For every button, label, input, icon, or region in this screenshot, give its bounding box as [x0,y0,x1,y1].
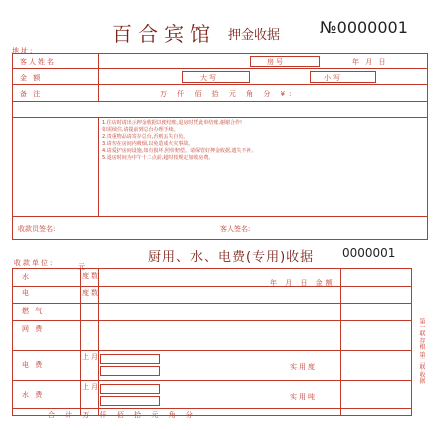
row-divider [12,286,412,287]
copy-note: 第一联 存根 第二联 收据 [418,318,425,384]
utility-total-line: 合 计 万 仟 佰 拾 元 角 分 [48,411,197,419]
room-number-label: 房号 [267,58,285,66]
utility-row-sub: 上月 [82,353,100,361]
cashier-signature-label: 收款员签名: [18,225,56,233]
col-divider [98,53,99,84]
receipt-title: 百合宾馆 [112,22,216,46]
row-divider [12,117,428,118]
payee-label: 收款单位: [14,259,55,267]
utility-row-sub: 度数 [82,289,100,297]
amount-uppercase-label: 大写 [200,74,218,82]
utility-table [12,268,412,416]
remark-label: 备 注 [20,90,43,98]
row-divider [12,68,428,69]
guest-signature-label: 客人签名: [220,225,251,233]
utility-row-label: 燃 气 [22,307,45,315]
utility-row-label: 水 [22,273,31,281]
utility-row-sub: 上月 [82,383,100,391]
receipt-serial-number: №0000001 [320,18,408,37]
amount-lowercase-field [310,71,376,83]
address-label: 地址: [12,47,35,55]
date-label: 年 月 日 [352,58,388,66]
note-line: 5.退房时间为中午十二点前,超时按规定加收房费。 [102,155,214,161]
utility-receipt-serial: 0000001 [342,246,396,260]
receipt-subtitle: 押金收据 [228,28,281,43]
utility-header-date-amount: 年 月 日 金额 [270,279,336,287]
utility-row-sub: 度数 [82,272,100,280]
amount-digits-line: 万 仟 佰 拾 元 角 分 ¥: [160,90,296,98]
amount-lowercase-label: 小写 [324,74,342,82]
note-line: 如需续住,请提前到总台办理手续。 [102,127,179,133]
row-divider [12,84,428,85]
reading-box [100,366,160,376]
reading-box [100,354,160,364]
row-divider [12,320,412,321]
col-divider [340,268,341,416]
utility-row-label: 网 费 [22,325,45,333]
row-divider [12,216,428,217]
row-divider [12,408,412,409]
room-number-field [250,56,320,67]
col-divider [98,117,99,216]
notes-block [102,120,422,162]
amount-used-ton: 实用吨 [290,393,317,401]
col-divider [80,268,81,416]
row-divider [12,303,412,304]
row-divider [12,380,412,381]
row-divider [12,350,412,351]
note-line: 4.请爱护房间设施,如有损坏,照价赔偿。请保管好押金收据,遗失不补。 [102,148,257,154]
utility-row-label: 电 [22,289,31,297]
utility-receipt-title: 厨用、水、电费(专用)收据 [148,250,315,265]
utility-row-label: 水 费 [22,391,45,399]
note-line: 2.贵重物品请寄存总台,否则丢失自负。 [102,134,189,140]
note-line: 3.请勿在房间内吸烟,以免造成火灾事故。 [102,141,194,147]
col-divider [98,84,99,101]
unit-label: 元 [78,263,87,271]
amount-used-degree: 实用度 [290,363,317,371]
guest-name-label: 客人姓名 [20,58,56,66]
utility-row-label: 电 费 [22,361,45,369]
reading-box [100,396,160,406]
row-divider [12,101,428,102]
amount-label: 金 额 [20,74,43,82]
reading-box [100,384,160,394]
note-line: 1.住店时请出示押金收据以便结账,退房时凭此单结账,谢谢合作! [102,120,242,126]
